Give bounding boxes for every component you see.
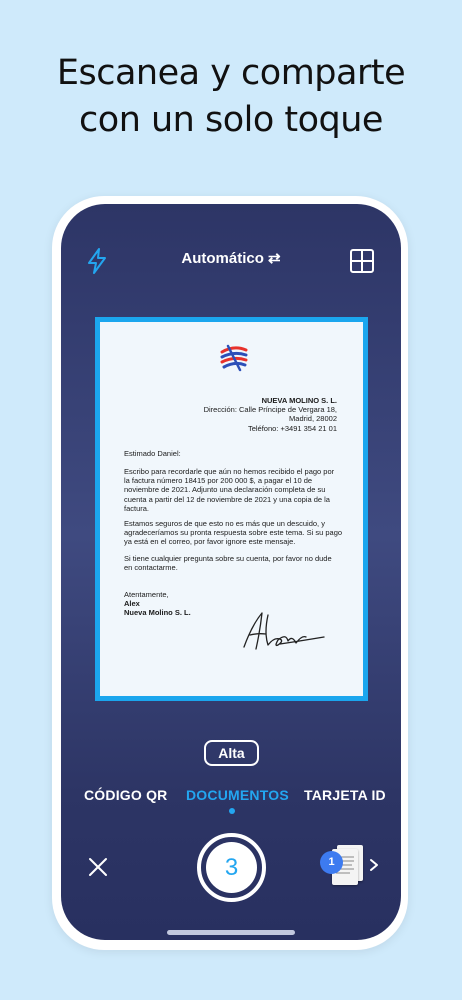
active-tab-indicator: [229, 808, 235, 814]
paragraph-line: Si tiene cualquier pregunta sobre su cuenta, por favor no dude: [124, 554, 332, 563]
paragraph-line: ya está en el correo, por favor ignore este mensaje.: [124, 537, 296, 547]
address-line-2: Madrid, 28002: [289, 414, 337, 424]
signer-company: Nueva Molino S. L.: [124, 608, 191, 618]
paragraph-2: [124, 519, 344, 547]
handwritten-signature: [240, 607, 328, 655]
tab-documents[interactable]: DOCUMENTOS: [186, 787, 289, 803]
paragraph-line: la factura número 18415 por 200 000 $, a pagar el 10 de: [124, 476, 313, 486]
paragraph-3: [124, 554, 344, 572]
paragraph-1: [124, 467, 344, 513]
auto-mode-toggle[interactable]: Automático ⇄: [181, 250, 281, 267]
paragraph-line: noviembre de 2021. Adjunto una declaración completa de su: [124, 485, 326, 495]
scanned-document: [95, 317, 368, 701]
page-count-badge: 1: [320, 851, 343, 874]
paragraph-line: cuenta a partir del 12 de noviembre de 2021 y una copia de la: [124, 494, 330, 504]
headline-line-2: con un solo toque: [79, 100, 383, 140]
home-indicator: [167, 930, 295, 935]
close-icon[interactable]: [88, 857, 108, 877]
phone-line: Teléfono: +3491 354 21 01: [247, 423, 337, 433]
headline-line-1: Escanea y comparte: [56, 53, 406, 93]
closing: Atentamente,: [124, 590, 169, 599]
company-address: [204, 396, 337, 433]
address-line-1: Dirección: Calle Príncipe de Vergara 18,: [203, 405, 337, 415]
quality-button[interactable]: Alta: [204, 740, 259, 766]
company-name: NUEVA MOLINO S. L.: [261, 396, 337, 405]
paragraph-line: agradeceríamos su pronta respuesta sobre este tema. Si su pago: [124, 528, 343, 538]
tab-qr-code[interactable]: CÓDIGO QR: [84, 787, 168, 803]
signer-name: Alex: [124, 599, 140, 609]
shutter-count: 3: [206, 842, 257, 893]
paragraph-line: Estamos seguros de que esto no es más que un descuido, y: [124, 519, 325, 528]
shutter-button[interactable]: [197, 833, 266, 902]
scanner-screen: [61, 204, 401, 940]
chevron-right-icon[interactable]: [369, 858, 379, 872]
paragraph-line: en contactarme.: [124, 563, 178, 573]
greeting: Estimado Daniel:: [124, 449, 181, 458]
paragraph-line: factura.: [124, 503, 150, 513]
tab-id-card[interactable]: TARJETA ID: [304, 787, 386, 803]
company-logo: [218, 342, 250, 374]
grid-icon[interactable]: [349, 248, 375, 274]
paragraph-line: Escribo para recordarle que aún no hemos recibido el pago por: [124, 467, 335, 476]
headline: [0, 50, 462, 144]
